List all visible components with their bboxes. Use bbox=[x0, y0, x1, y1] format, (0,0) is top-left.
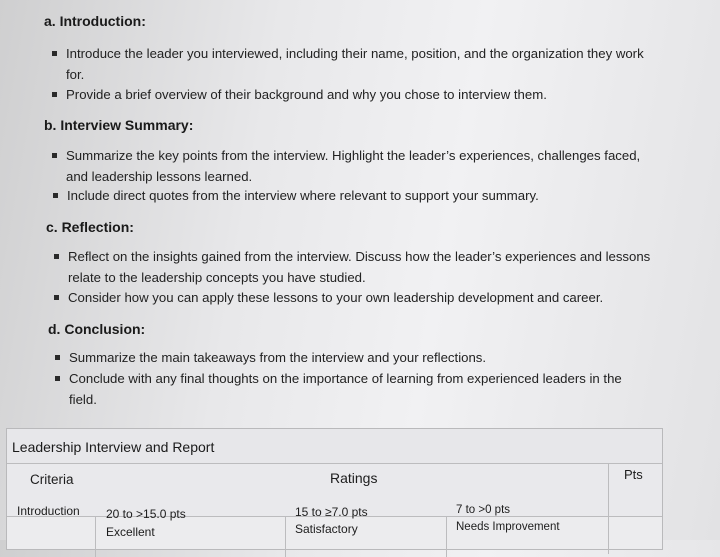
bullet-icon bbox=[52, 92, 57, 97]
rubric-table bbox=[6, 428, 663, 550]
list-item-text: and leadership lessons learned. bbox=[66, 169, 253, 184]
list-item bbox=[68, 246, 668, 288]
rating-label: Excellent bbox=[106, 525, 155, 539]
list-item bbox=[67, 185, 667, 206]
rating-label: Needs Improvement bbox=[456, 521, 560, 533]
list-item-text: Summarize the main takeaways from the interview and your reflections. bbox=[69, 350, 487, 365]
list-item-text: relate to the leadership concepts you have studied. bbox=[68, 270, 366, 285]
list-item-text: Reflect on the insights gained from the interview. Discuss how the leader’s experiences and lessons bbox=[68, 249, 651, 264]
rating-label: Satisfactory bbox=[295, 522, 358, 536]
bullet-icon bbox=[52, 153, 57, 158]
bullet-icon bbox=[53, 193, 58, 198]
section-heading: a. Introduction: bbox=[44, 13, 146, 29]
section-heading: b. Interview Summary: bbox=[44, 117, 194, 133]
rating-range: 15 to ≥7.0 pts bbox=[295, 505, 368, 519]
list-item-text: Consider how you can apply these lessons to your own leadership development and career. bbox=[68, 290, 604, 305]
bullet-icon bbox=[54, 295, 59, 300]
list-item bbox=[69, 347, 669, 368]
list-item-text: Conclude with any final thoughts on the importance of learning from experienced leaders in the bbox=[69, 371, 622, 386]
list-item bbox=[66, 84, 666, 105]
column-divider bbox=[608, 464, 609, 554]
rating-range: 20 to >15.0 pts bbox=[106, 507, 186, 521]
column-divider bbox=[446, 517, 447, 557]
list-item-text: for. bbox=[66, 67, 85, 82]
list-item bbox=[66, 145, 666, 187]
rubric-title: Leadership Interview and Report bbox=[12, 439, 215, 455]
list-item-text: Provide a brief overview of their background and why you chose to interview them. bbox=[66, 87, 547, 102]
list-item bbox=[69, 368, 669, 410]
list-item-text: Introduce the leader you interviewed, including their name, position, and the organization they work bbox=[66, 46, 644, 61]
list-item-text: field. bbox=[69, 392, 97, 407]
criterion-cell: Introduction bbox=[17, 504, 80, 518]
section-heading: d. Conclusion: bbox=[48, 321, 146, 337]
criteria-header: Criteria bbox=[30, 472, 74, 487]
list-item bbox=[68, 287, 668, 308]
bullet-icon bbox=[52, 51, 57, 56]
section-heading: c. Reflection: bbox=[46, 219, 134, 235]
list-item bbox=[66, 43, 666, 85]
rubric-title-row bbox=[7, 429, 662, 464]
list-item-text: Summarize the key points from the interview. Highlight the leader’s experiences, challenges faced, bbox=[66, 148, 641, 163]
pts-header: Pts bbox=[624, 467, 643, 482]
bullet-icon bbox=[55, 376, 60, 381]
rating-range: 7 to >0 pts bbox=[456, 504, 511, 516]
column-divider bbox=[95, 517, 96, 557]
bullet-icon bbox=[54, 254, 59, 259]
list-item-text: Include direct quotes from the interview where relevant to support your summary. bbox=[67, 188, 539, 203]
column-divider bbox=[285, 517, 286, 557]
ratings-header: Ratings bbox=[330, 470, 378, 486]
bullet-icon bbox=[55, 355, 60, 360]
